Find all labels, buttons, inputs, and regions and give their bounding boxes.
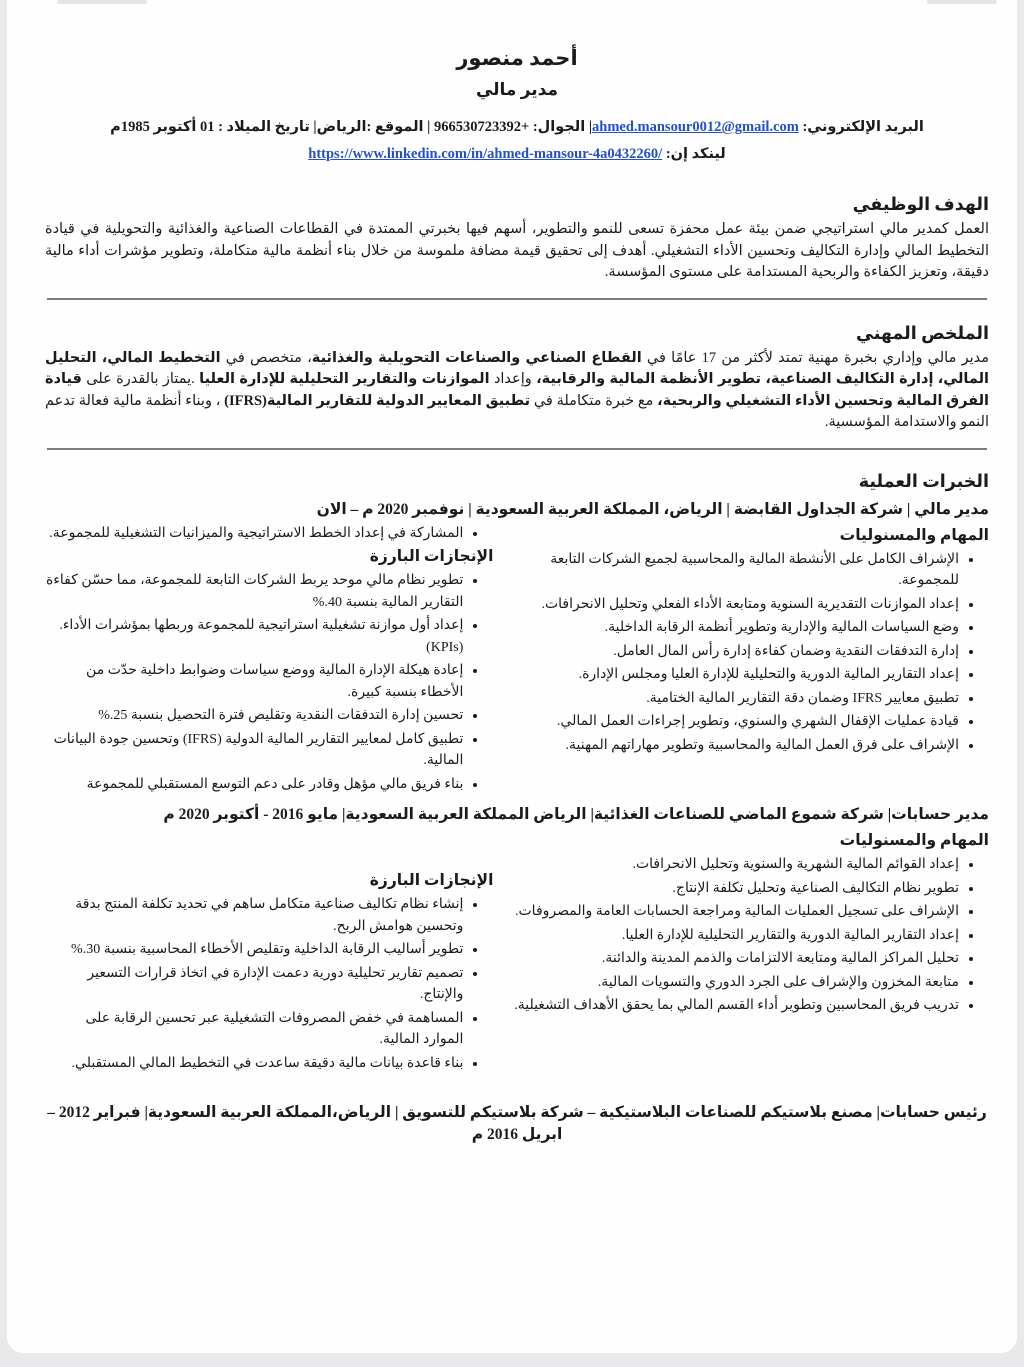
experience-heading: الخبرات العملية <box>858 470 989 491</box>
tasks-heading: المهام والمسنوليات <box>839 526 989 544</box>
bullet-item: • تحليل المراكز المالية ومتابعة الالتزامات والذمم المدينة والدائنة. <box>512 948 959 970</box>
job-columns <box>45 521 989 798</box>
tasks-column <box>512 521 989 759</box>
page-edge-artifact <box>57 0 147 4</box>
bullet-item: • الإشراف على تسجيل العمليات المالية ومراجعة الحسابات العامة والمصروفات. <box>512 901 959 923</box>
achievements-column <box>45 868 493 1076</box>
tasks-list <box>512 854 989 1017</box>
bullet-item: • المساهمة في خفض المصروفات التشغيلية عبر تحسين الرقابة على الموارد المالية. <box>45 1008 463 1051</box>
objective-heading: الهدف الوظيفي <box>852 194 989 214</box>
tasks-heading: المهام والمسنوليات <box>839 832 989 849</box>
page-edge-artifact <box>927 0 997 4</box>
bullet-item: • بناء قاعدة بيانات مالية دقيقة ساعدت في التخطيط المالي المستقبلي. <box>45 1053 463 1075</box>
bullet-item: • تطبيق معايير IFRS وضمان دقة التقارير المالية الختامية. <box>512 688 959 710</box>
bullet-item: • بناء فريق مالي مؤهل وقادر على دعم التوسع المستقبلي للمجموعة <box>45 774 463 796</box>
job-entry-3 <box>45 1102 989 1146</box>
bullet-item: • إعداد التقارير المالية الدورية والتحليلية للإدارة العليا ومجلس الإدارة. <box>512 664 959 686</box>
resume-page <box>7 0 1017 1353</box>
section-objective <box>45 194 989 284</box>
job-entry-1 <box>45 499 989 798</box>
linkedin-link[interactable]: https://www.linkedin.com/in/ahmed-mansour-4a0432260/ <box>308 146 663 162</box>
bullet-item: • متابعة المخزون والإشراف على الجرد الدوري والتسويات المالية. <box>512 972 959 994</box>
email-label: البريد الإلكتروني: <box>798 119 924 135</box>
section-divider <box>47 298 987 300</box>
email-link[interactable]: ahmed.mansour0012@gmail.com <box>592 119 799 135</box>
section-experience <box>45 471 989 1147</box>
bullet-item: • الإشراف الكامل على الأنشطة المالية والمحاسبية لجميع الشركات التابعة للمجموعة. <box>512 549 959 592</box>
bullet-item: • إعداد أول موازنة تشغيلية استراتيجية للمجموعة وربطها بمؤشرات الأداء.(KPIs) <box>45 615 463 658</box>
bullet-item: • إعداد الموازنات التقديرية السنوية ومتابعة الأداء الفعلي وتحليل الانحرافات. <box>512 594 959 616</box>
bullet-item: • إعداد القوائم المالية الشهرية والسنوية وتحليل الانحرافات. <box>512 854 959 876</box>
linkedin-label: لينكد إن: <box>662 146 726 162</box>
achievements-list <box>45 894 493 1074</box>
bullet-item: • تصميم تقارير تحليلية دورية دعمت الإدارة في اتخاذ قرارات التسعير والإنتاج. <box>45 963 463 1006</box>
job-columns <box>45 826 989 1076</box>
section-summary <box>45 323 989 434</box>
bullet-item: • المشاركة في إعداد الخطط الاستراتيجية والميزانيات التشغيلية للمجموعة. <box>45 523 463 545</box>
bullet-item: • إنشاء نظام تكاليف صناعية متكامل ساهم في تحديد تكلفة المنتج بدقة وتحسين هوامش الربح. <box>45 894 463 937</box>
objective-text: العمل كمدير مالي استراتيجي ضمن بيئة عمل محفزة تسعى للنمو والتطوير، أسهم فيها بخبرتي الممتدة في القطاعات الصناعية والغذائية والتحويلية في قيادة التخطيط المالي وإدارة التكاليف وتحسين الأداء التشغيلي. أهدف إلى تحقيق قيمة مضافة ملموسة من خلال بناء أنظمة مالية متكاملة، وتطوير مؤشرات أداء مالية دقيقة، وتعزيز الكفاءة والربحية المستدامة على مستوى المؤسسة. <box>45 221 989 280</box>
bullet-item: • تطوير نظام مالي موحد يربط الشركات التابعة للمجموعة، مما حسّن كفاءة التقارير المالية بنسبة 40.% <box>45 570 463 613</box>
achievements-list <box>45 570 493 795</box>
job-entry-2 <box>45 804 989 1076</box>
resume-header <box>45 46 989 166</box>
achievements-heading: الإنجازات البارزة <box>369 548 494 565</box>
job-title: رئيس حسابات| مصنع بلاستيكم للصناعات البلاستيكية – شركة بلاستيكم للتسويق | الرياض،المملكة العربية السعودية| فبراير 2012 – ابريل 2016 م <box>47 1104 987 1143</box>
bullet-item: • الإشراف على فرق العمل المالية والمحاسبية وتطوير مهاراتهم المهنية. <box>512 735 959 757</box>
bullet-item: • إعادة هيكلة الإدارة المالية ووضع سياسات وضوابط داخلية حدّت من الأخطاء بنسبة كبيرة. <box>45 660 463 703</box>
tasks-list <box>512 549 989 757</box>
bullet-item: • إعداد التقارير المالية الدورية والتقارير التحليلية للإدارة العليا. <box>512 925 959 947</box>
side-tasks-list <box>45 523 493 545</box>
achievements-column <box>45 521 493 798</box>
bullet-item: • تحسين إدارة التدفقات النقدية وتقليص فترة التحصيل بنسبة 25.% <box>45 705 463 727</box>
achievements-heading: الإنجازات البارزة <box>369 872 494 889</box>
resume-content <box>7 0 1017 1146</box>
bullet-item: • وضع السياسات المالية والإدارية وتطوير أنظمة الرقابة الداخلية. <box>512 617 959 639</box>
bullet-item: • إدارة التدفقات النقدية وضمان كفاءة إدارة رأس المال العامل. <box>512 641 959 663</box>
candidate-job-title: مدير مالي <box>475 80 559 99</box>
job-title: مدير مالي | شركة الجداول القابضة | الرياض، المملكة العربية السعودية | نوفمبر 2020 م – الان <box>316 500 989 518</box>
summary-text: مدير مالي وإداري بخبرة مهنية تمتد لأكثر من 17 عامًا في القطاع الصناعي والصناعات التحويلية والغذائية، متخصص في التخطيط المالي، التحليل المالي، إدارة التكاليف الصناعية، تطوير الأنظمة المالية والرقابية، وإعداد الموازنات والتقارير التحليلية للإدارة العليا .يمتاز بالقدرة على قيادة الفرق المالية وتحسين الأداء التشغيلي والربحية، مع خبرة متكاملة في تطبيق المعايير الدولية للتقارير المالية(IFRS) ، وبناء أنظمة مالية فعالة تدعم النمو والاستدامة المؤسسية. <box>45 349 989 430</box>
bullet-item: • تطوير أساليب الرقابة الداخلية وتقليص الأخطاء المحاسبية بنسبة 30.% <box>45 939 463 961</box>
bullet-item: • تطبيق كامل لمعايير التقارير المالية الدولية (IFRS) وتحسين جودة البيانات المالية. <box>45 729 463 772</box>
section-divider <box>47 448 987 450</box>
bullet-item: • قيادة عمليات الإقفال الشهري والسنوي، وتطوير إجراءات العمل المالي. <box>512 711 959 733</box>
job-title: مدير حسابات| شركة شموع الماضي للصناعات الغذائية| الرياض المملكة العربية السعودية| مايو 2016 - أكتوبر 2020 م <box>163 806 989 823</box>
contact-line <box>45 116 989 139</box>
tasks-column <box>512 826 989 1019</box>
summary-heading: الملخص المهني <box>855 322 989 343</box>
bullet-item: • تطوير نظام التكاليف الصناعية وتحليل تكلفة الإنتاج. <box>512 878 959 900</box>
linkedin-line <box>45 142 989 166</box>
candidate-name: أحمد منصور <box>456 46 578 70</box>
contact-details: | الجوال: +966530723392 | الموقع :الرياض| تاريخ الميلاد : 01 أكتوبر 1985م <box>110 119 593 135</box>
bullet-item: • تدريب فريق المحاسبين وتطوير أداء القسم المالي بما يحقق الأهداف التشغيلية. <box>512 995 959 1017</box>
